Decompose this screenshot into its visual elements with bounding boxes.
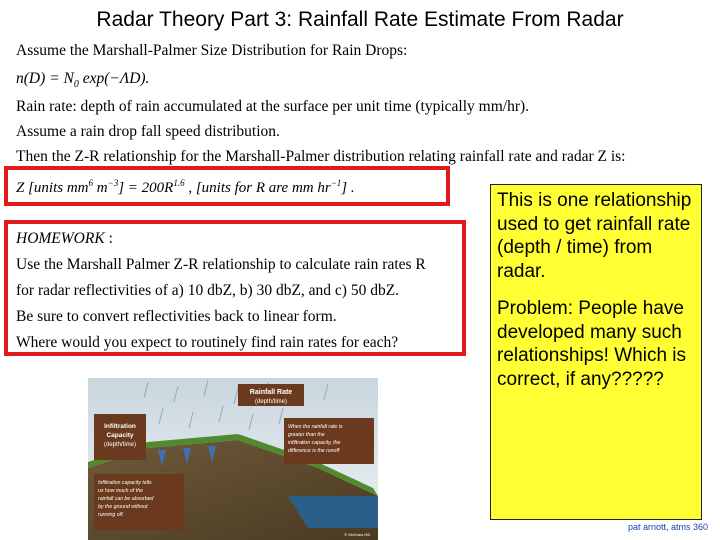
marshall-palmer-equation: $n(D) = N_0$ exp(−ΛD). (16, 70, 150, 91)
infiltration-diagram (88, 378, 378, 540)
author-credit: pat arnott, atms 360 (627, 522, 708, 532)
callout-text-1: This is one relationship used to get rainfall rate (depth / time) from radar. (497, 190, 692, 282)
zr-equation: Z [units $mm^6$ $m^{-3}] = 200R^{1.6}$ , [units for R are mm $hr^{-1}$] . (16, 178, 355, 196)
homework-line: Where would you expect to routinely find rain rates for each? (16, 334, 399, 351)
infiltration-title: Infiltration (104, 423, 136, 430)
infiltration-title2: Capacity (106, 432, 134, 439)
zr-intro: Then the Z-R relationship for the Marshall-Palmer distribution relating rainfall rate and radar Z is: (16, 148, 626, 165)
runoff-note: When the rainfall rate is greater than the infiltration capacity, the difference is the runoff (288, 424, 343, 454)
figure-copyright: © McGraw-Hill (344, 532, 370, 537)
callout-text-2: Problem: People have developed many such relationships! Which is correct, if any????? (497, 298, 687, 390)
homework-line: for radar reflectivities of a) 10 dbZ, b) 30 dbZ, and c) 50 dbZ. (16, 282, 400, 299)
fall-speed-assumption: Assume a rain drop fall speed distribution. (16, 123, 280, 140)
rainfall-sub: (depth/time) (254, 399, 288, 405)
rainfall-title: Rainfall Rate (249, 389, 293, 396)
homework-line: Use the Marshall Palmer Z-R relationship to calculate rain rates R (16, 256, 426, 273)
homework-title: HOMEWORK : (16, 230, 113, 247)
infiltration-sub: (depth/time) (103, 442, 137, 448)
capacity-note: Infiltration capacity tells us how much of the rainfall can be absorbed by the ground without running off. (98, 480, 154, 518)
callout-box (490, 184, 702, 520)
marshall-palmer-intro: Assume the Marshall-Palmer Size Distribution for Rain Drops: (16, 42, 408, 59)
rain-rate-definition: Rain rate: depth of rain accumulated at the surface per unit time (typically mm/hr). (16, 98, 530, 115)
slide-title: Radar Theory Part 3: Rainfall Rate Estimate From Radar (96, 8, 624, 31)
homework-line: Be sure to convert reflectivities back to linear form. (16, 308, 337, 325)
